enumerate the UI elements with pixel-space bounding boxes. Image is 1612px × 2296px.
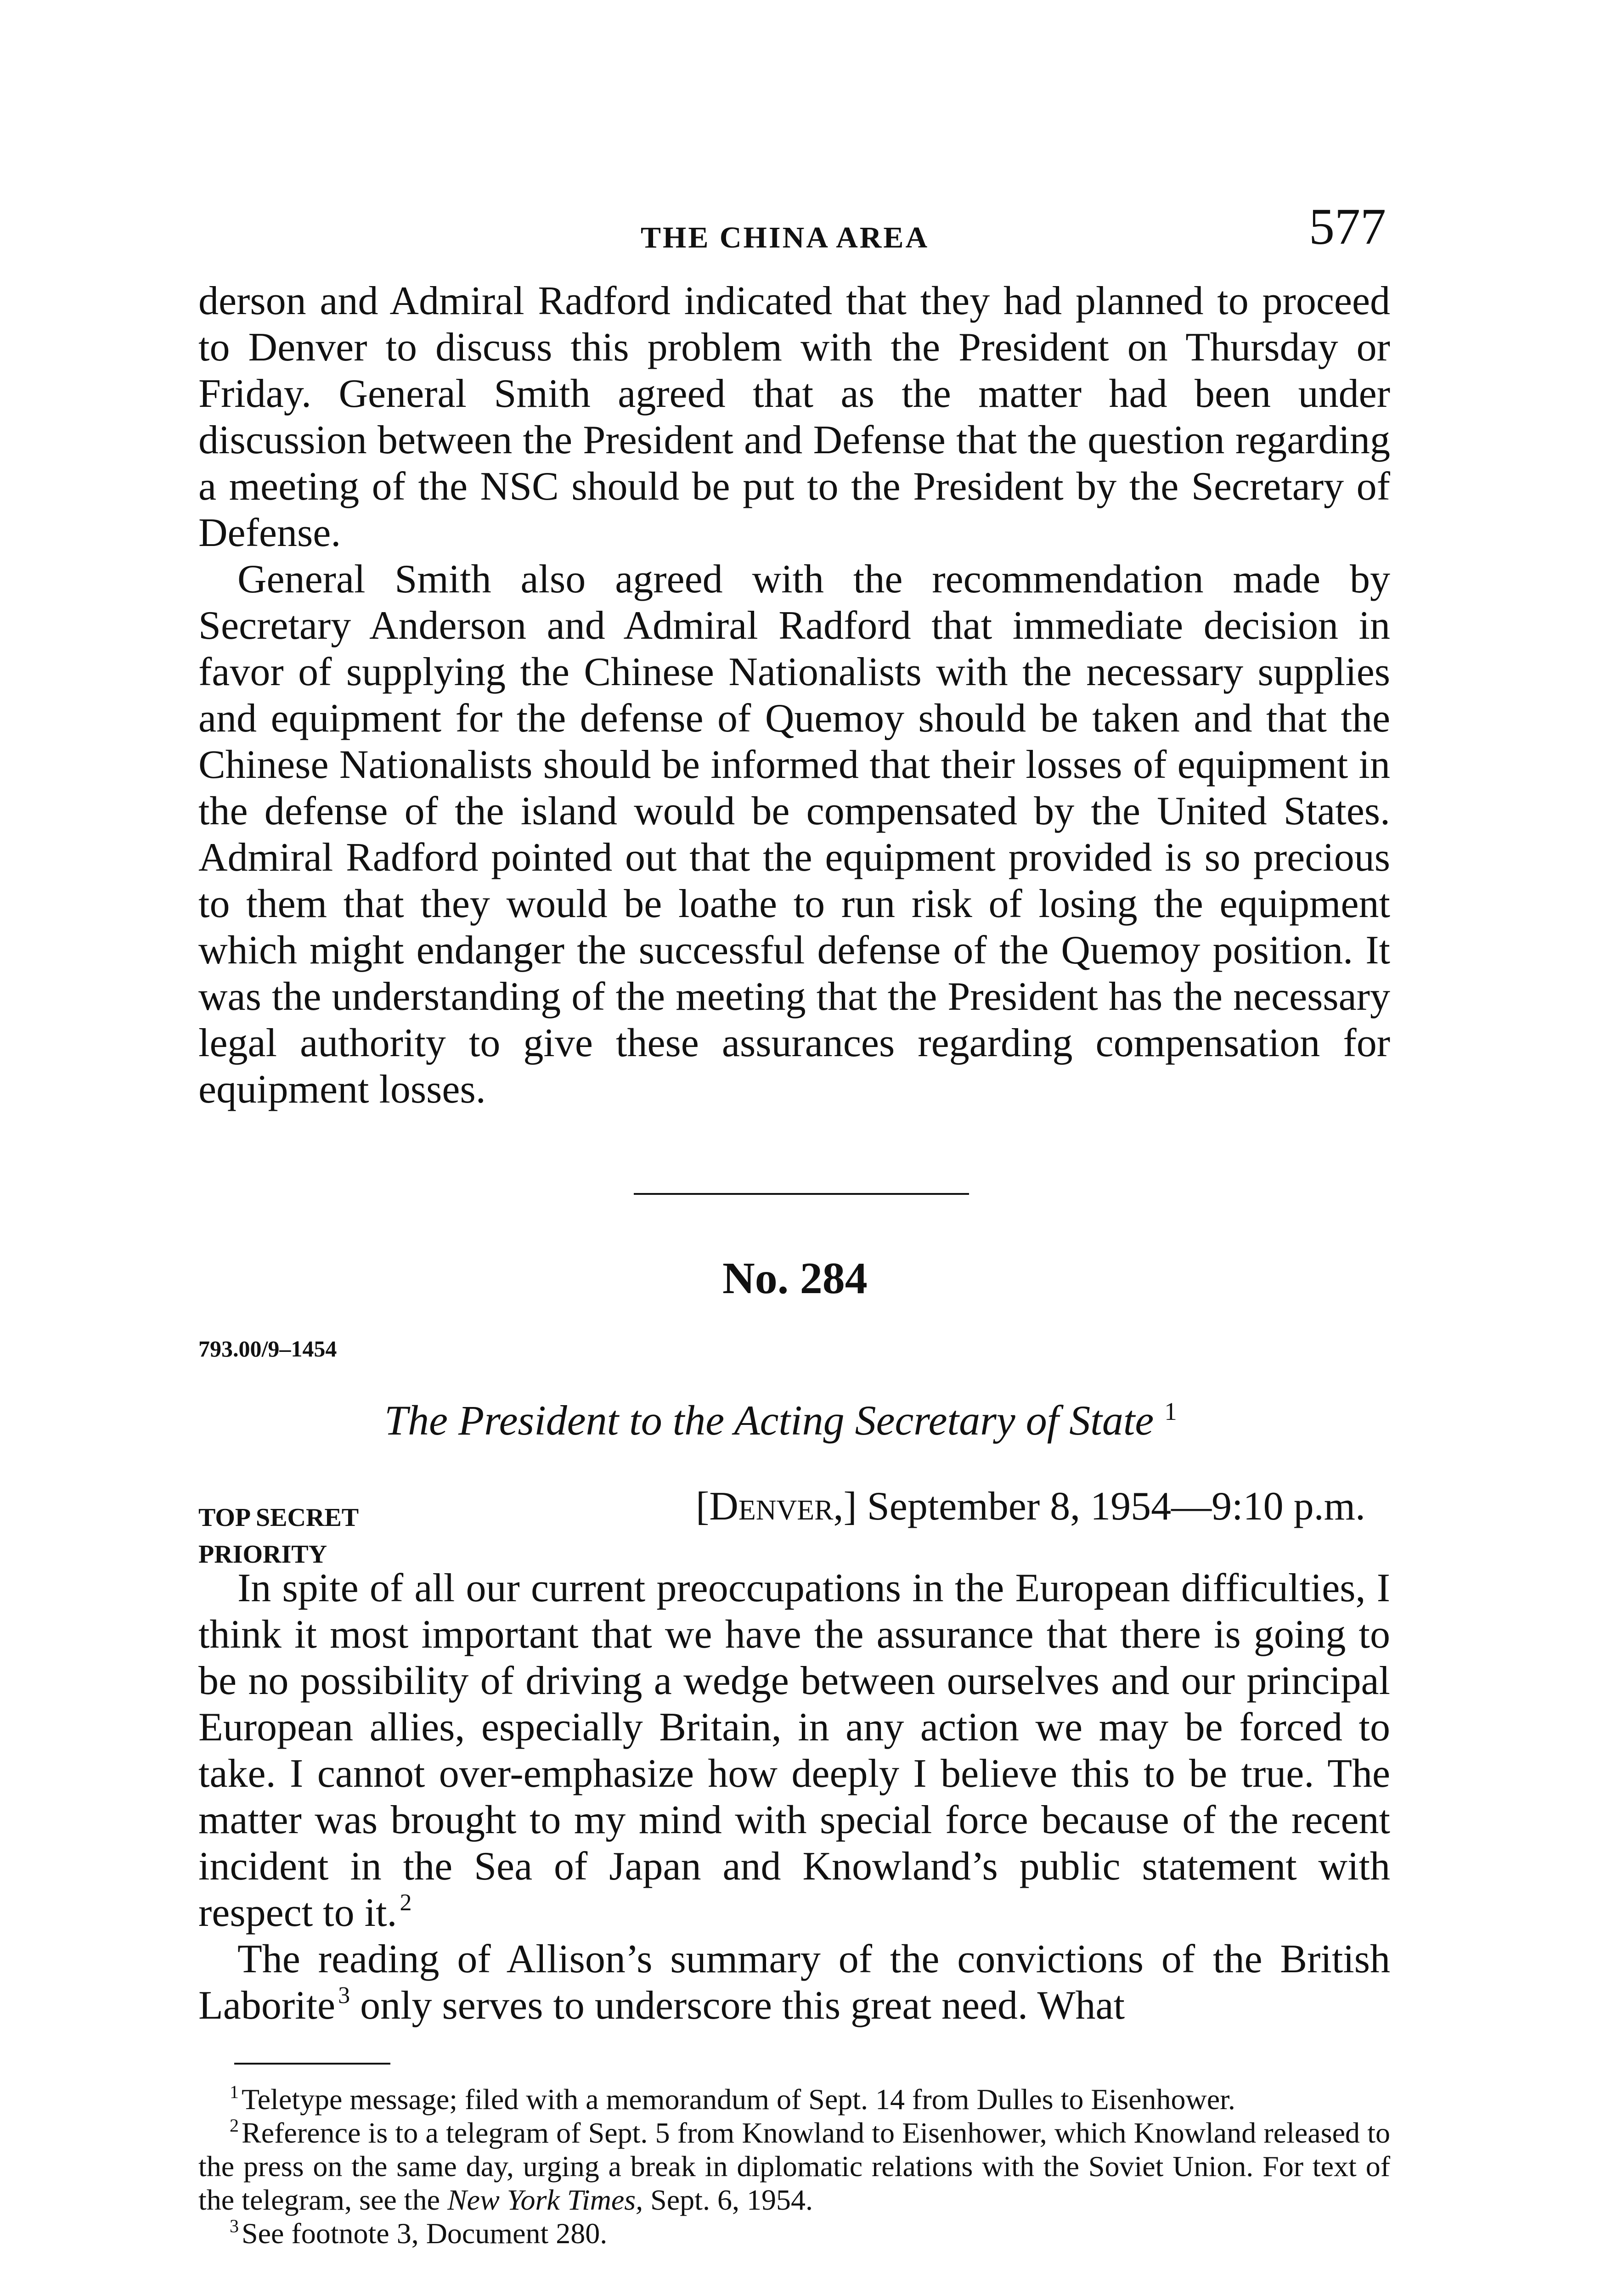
footnote-ref: 3 bbox=[338, 1982, 350, 2009]
footnotes bbox=[198, 2082, 1390, 2250]
footnote-italic: New York Times, bbox=[447, 2183, 643, 2216]
footnote-number: 3 bbox=[230, 2216, 239, 2236]
dateline-date: September 8, 1954—9:10 p.m. bbox=[867, 1484, 1366, 1529]
classification-block bbox=[198, 1499, 359, 1573]
document-title bbox=[384, 1396, 1177, 1445]
footnote-number: 1 bbox=[230, 2082, 239, 2102]
file-number: 793.00/9–1454 bbox=[198, 1336, 337, 1362]
precedence-label: PRIORITY bbox=[198, 1540, 327, 1569]
footnote-text: Teletype message; filed with a memorandum of Sept. 14 from Dulles to Eisenhower. bbox=[242, 2083, 1235, 2116]
page-number: 577 bbox=[1309, 198, 1386, 255]
footnote-divider bbox=[234, 2063, 390, 2065]
classification-label: TOP SECRET bbox=[198, 1503, 359, 1532]
dateline bbox=[696, 1483, 1365, 1530]
footnote-ref: 1 bbox=[1164, 1397, 1177, 1425]
footnote-text: See footnote 3, Document 280. bbox=[242, 2217, 608, 2250]
paragraph-text: In spite of all our current preoccupations in the European difficulties, I think it most important that we have the assurance that there is going to be no possibility of driving a wedge between ourselves and our principal European allies, especially Britain, in any action we may be forced to take. I cannot over-emphasize how deeply I believe this to be true. The matter was brought to my mind with special force because of the recent incident in the Sea of Japan and Knowland’s public statement with respect to it. bbox=[198, 1566, 1390, 1935]
paragraph: derson and Admiral Radford indicated that they had planned to proceed to Denver to discuss this problem with the President on Thursday or Friday. General Smith agreed that as the matter had been under discussion between the President and Defense that the question regarding a meeting of the NSC should be put to the President by the Secretary of Defense. bbox=[198, 279, 1390, 555]
document-title-text: The President to the Acting Secretary of State bbox=[384, 1397, 1154, 1444]
footnote bbox=[198, 2116, 1390, 2217]
paragraph-text: only serves to underscore this great need. What bbox=[360, 1983, 1125, 2028]
running-head: THE CHINA AREA bbox=[641, 221, 930, 254]
letter-body bbox=[198, 1565, 1390, 2029]
footnote bbox=[198, 2082, 1390, 2116]
section-divider bbox=[634, 1193, 969, 1195]
paragraph-text: The reading of Allison’s summary of the convictions of the British Laborite bbox=[198, 1937, 1390, 2028]
document-number: No. 284 bbox=[722, 1254, 868, 1303]
continued-section bbox=[198, 278, 1390, 1113]
footnote-text: Sept. 6, 1954. bbox=[650, 2183, 813, 2216]
paragraph bbox=[198, 1936, 1390, 2029]
footnote-text: Reference is to a telegram of Sept. 5 from Knowland to Eisenhower, which Knowland released to the press on the same day, urging a break in diplomatic relations with the Soviet Union. For text of the telegram, see the bbox=[198, 2116, 1390, 2216]
paragraph bbox=[198, 1565, 1390, 1936]
footnote-ref: 2 bbox=[400, 1890, 412, 1916]
dateline-place: [Denver,] bbox=[696, 1484, 857, 1529]
footnote-number: 2 bbox=[230, 2115, 239, 2136]
paragraph: General Smith also agreed with the recommendation made by Secretary Anderson and Admiral Radford that immediate decision in favor of supplying the Chinese Nationalists with the necessary supplies and equipment for the defense of Quemoy should be taken and that the Chinese Nationalists should be informed that their losses of equipment in the defense of the island would be compensated by the United States. Admiral Radford pointed out that the equipment provided is so precious to them that they would be loathe to run risk of losing the equipment which might endanger the successful defense of the Quemoy position. It was the understanding of the meeting that the President has the necessary legal authority to give these assurances regarding compensation for equipment losses. bbox=[198, 557, 1390, 1112]
footnote bbox=[198, 2217, 1390, 2250]
